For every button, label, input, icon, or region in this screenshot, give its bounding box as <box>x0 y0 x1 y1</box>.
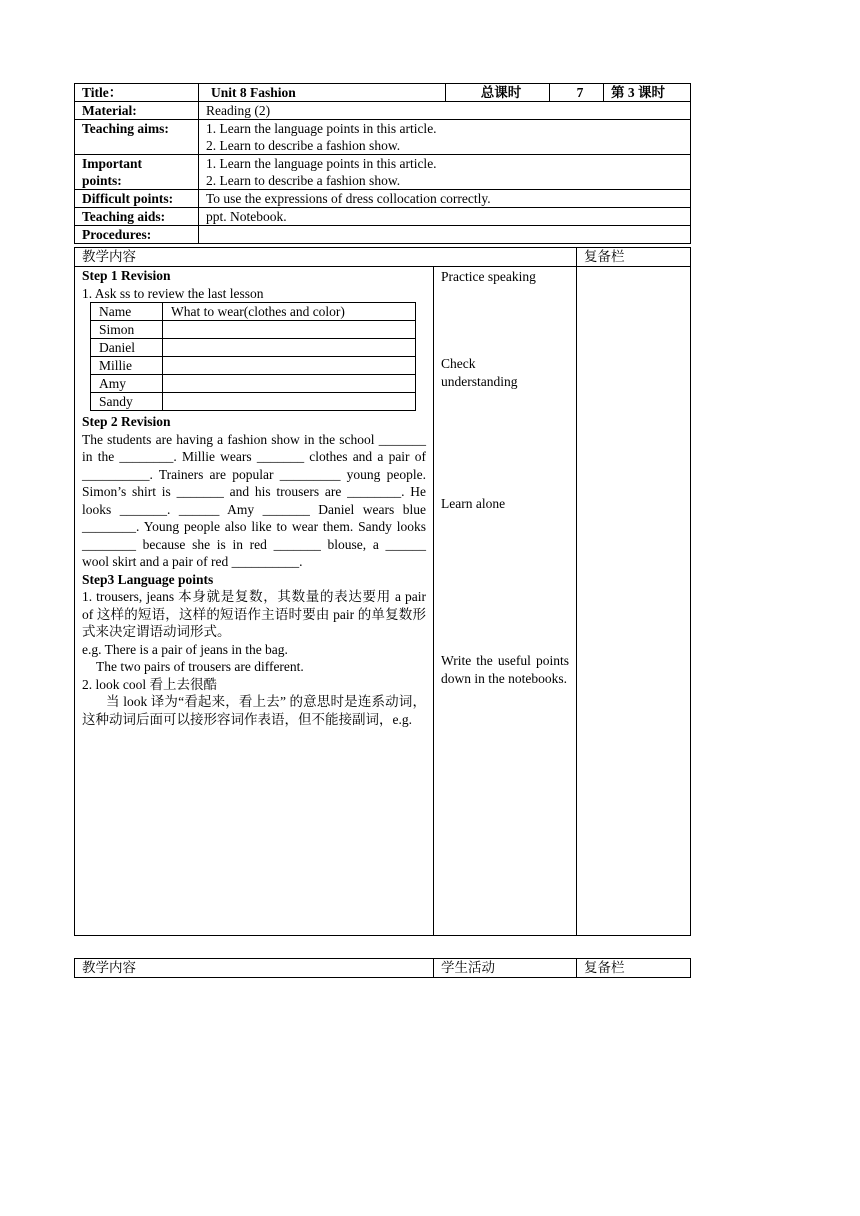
activity-check-understanding: Check understanding <box>441 356 518 389</box>
next-page-header-table <box>74 958 691 978</box>
review-blank <box>163 339 416 357</box>
teaching-content-cell <box>75 267 434 936</box>
review-blank <box>163 357 416 375</box>
review-notes-cell <box>577 267 691 936</box>
step1-title: Step 1 Revision <box>82 268 171 283</box>
table-row <box>91 357 416 375</box>
student-activity-cell <box>434 267 577 936</box>
review-column-header: 复备栏 <box>577 248 691 267</box>
aim-2: 2. Learn to describe a fashion show. <box>206 138 401 153</box>
step3-title: Step3 Language points <box>82 571 214 587</box>
teaching-aims-value <box>199 120 691 155</box>
procedures-value <box>199 226 691 244</box>
material-value: Reading (2) <box>199 102 691 120</box>
table-row <box>91 339 416 357</box>
review-name: Daniel <box>91 339 163 357</box>
table-row <box>91 321 416 339</box>
title-value: Unit 8 Fashion <box>199 84 446 102</box>
important-points-value <box>199 155 691 190</box>
teaching-aids-label: Teaching aids: <box>75 208 199 226</box>
total-hours-value: 7 <box>550 84 604 102</box>
review-blank <box>163 393 416 411</box>
teaching-content-header: 教学内容 <box>75 248 577 267</box>
activity-learn-alone: Learn alone <box>441 496 506 511</box>
title-label: Title： <box>75 84 199 102</box>
review-name: Sandy <box>91 393 163 411</box>
important-point-2: 2. Learn to describe a fashion show. <box>206 173 401 188</box>
procedures-table <box>74 247 691 936</box>
step2-fill-in-text: The students are having a fashion show in the school _______ in the ________. Millie wears _______ clothes and a pair of __________. Trainers are popular _________ young people. Simon’s shirt is _______ and his trousers are ________. He looks _______. ______ Amy _______ Daniel wears blue ________. Young people also like to wear them. Sandy looks ________ because she is in red _______ blouse, a ______ wool skirt and a pair of red __________. <box>82 431 426 569</box>
review-header-name: Name <box>91 303 163 321</box>
review-name: Millie <box>91 357 163 375</box>
important-point-1: 1. Learn the language points in this article. <box>206 156 437 171</box>
language-point-1: 1. trousers, jeans 本身就是复数，其数量的表达要用 a pair of 这样的短语，这样的短语作主语时要由 pair 的单复数形式来决定谓语动词形式。 <box>82 589 426 639</box>
review-blank <box>163 375 416 393</box>
review-name: Simon <box>91 321 163 339</box>
step2-title: Step 2 Revision <box>82 414 171 429</box>
important-points-label <box>75 155 199 190</box>
bottom-student-activity-header: 学生活动 <box>434 959 577 978</box>
bottom-review-header: 复备栏 <box>577 959 691 978</box>
table-row <box>91 393 416 411</box>
review-table <box>90 302 416 411</box>
teaching-aids-value: ppt. Notebook. <box>199 208 691 226</box>
lesson-header-table <box>74 83 691 244</box>
activity-write-notes: Write the useful points down in the notebooks. <box>441 653 569 686</box>
difficult-points-value: To use the expressions of dress collocation correctly. <box>199 190 691 208</box>
review-header-wear: What to wear(clothes and color) <box>163 303 416 321</box>
important-label-line-1: Important <box>82 156 142 171</box>
table-row <box>91 375 416 393</box>
language-point-2-title: 2. look cool 看上去很酷 <box>82 676 217 692</box>
language-point-1-example-2: The two pairs of trousers are different. <box>96 659 304 674</box>
activity-practice-speaking: Practice speaking <box>441 269 536 284</box>
total-hours-label: 总课时 <box>446 84 550 102</box>
bottom-teaching-content-header: 教学内容 <box>75 959 434 978</box>
difficult-points-label: Difficult points: <box>75 190 199 208</box>
procedures-label: Procedures: <box>75 226 199 244</box>
review-name: Amy <box>91 375 163 393</box>
material-label: Material: <box>75 102 199 120</box>
aim-1: 1. Learn the language points in this article. <box>206 121 437 136</box>
important-label-line-2: points: <box>82 173 122 188</box>
language-point-2-text: 当 look 译为“看起来，看上去” 的意思时是连系动词，这种动词后面可以接形容词作表语，但不能接副词，e.g. <box>82 694 426 727</box>
step1-instruction: 1. Ask ss to review the last lesson <box>82 285 264 301</box>
lesson-number-label: 第 3 课时 <box>604 84 691 102</box>
teaching-aims-label: Teaching aims: <box>75 120 199 155</box>
language-point-1-example-1: e.g. There is a pair of jeans in the bag. <box>82 641 288 657</box>
review-blank <box>163 321 416 339</box>
